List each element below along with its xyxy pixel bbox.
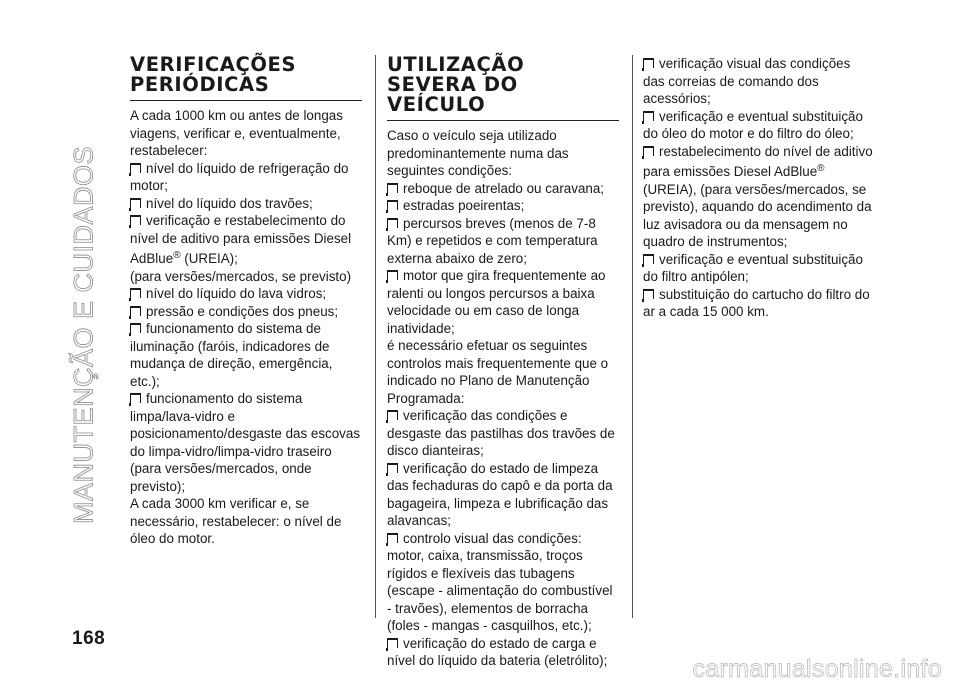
list-item: controlo visual das condições: motor, caixa, transmissão, troços rígidos e flexíveis das tubagens (escape - alimentação do combustível - travões), elementos de borracha (foles - mangas - casquilhos, etc.);	[387, 530, 613, 633]
bullet-icon	[387, 270, 398, 280]
list-item: nível do líquido dos travões;	[130, 195, 362, 213]
column-severe-use	[387, 55, 619, 670]
bullet-icon	[130, 306, 141, 316]
bullet-icon	[387, 463, 398, 473]
page-number: 168	[72, 628, 106, 649]
periodic-outro: A cada 3000 km verificar e, se necessário, restabelecer: o nível de óleo do motor.	[130, 496, 342, 546]
bullet-icon	[643, 146, 654, 156]
severe-condition-list	[387, 180, 619, 338]
list-item: verificação e eventual substituição do óleo do motor e do filtro do óleo;	[643, 108, 863, 141]
list-item: funcionamento do sistema limpa/lava-vidro e posicionamento/desgaste das escovas do limpa-vidro/limpa-vidro traseiro (para versões/mercados, onde previsto);	[130, 391, 361, 494]
list-item: verificação das condições e desgaste das pastilhas dos travões de disco dianteiras;	[387, 408, 615, 458]
section-side-label: MANUTENÇÃO E CUIDADOS	[68, 145, 99, 525]
adblue-note: (para versões/mercados, se previsto)	[130, 268, 352, 284]
bullet-icon	[130, 163, 141, 173]
column-severe-use-continued	[643, 55, 875, 321]
periodic-check-list-continued	[130, 285, 362, 495]
bullet-icon	[130, 288, 141, 298]
list-item: funcionamento do sistema de iluminação (faróis, indicadores de mudança de direção, emergência, etc.);	[130, 321, 333, 389]
list-item: restabelecimento do nível de aditivo para emissões Diesel AdBlue®	[643, 143, 873, 179]
list-item: nível do líquido do lava vidros;	[130, 285, 362, 303]
registered-mark: ®	[173, 250, 181, 261]
list-item: nível do líquido de refrigeração do motor;	[130, 160, 349, 193]
column-periodic-checks	[130, 55, 362, 548]
column-divider-2	[632, 55, 633, 618]
bullet-icon	[387, 533, 398, 543]
list-item: verificação do estado de carga e nível do líquido da bateria (eletrólito);	[387, 635, 608, 668]
periodic-intro: A cada 1000 km ou antes de longas viagens, verificar e, eventualmente, restabelecer:	[130, 108, 343, 158]
bullet-icon	[130, 215, 141, 225]
list-item: motor que gira frequentemente ao ralenti ou longos percursos a baixa velocidade ou em caso de longa inatividade;	[387, 268, 606, 336]
list-item: verificação e restabelecimento do nível de aditivo para emissões Diesel AdBlue® (UREIA);	[130, 213, 352, 266]
severe-middle: é necessário efetuar os seguintes controlos mais frequentemente que o indicado no Plano de Manutenção Programada:	[387, 338, 609, 406]
bullet-icon	[387, 638, 398, 648]
list-item: pressão e condições dos pneus;	[130, 303, 362, 321]
bullet-icon	[643, 111, 654, 121]
bullet-icon	[387, 218, 398, 228]
list-item: substituição do cartucho do filtro do ar a cada 15 000 km.	[643, 286, 870, 319]
severe-intro: Caso o veículo seja utilizado predominantemente numa das seguintes condições:	[387, 128, 569, 178]
column-divider-1	[375, 55, 376, 618]
list-item: verificação visual das condições das correias de comando dos acessórios;	[643, 56, 851, 106]
bullet-icon	[643, 58, 654, 68]
bullet-icon	[387, 183, 398, 193]
bullet-icon	[130, 323, 141, 333]
bullet-icon	[387, 200, 398, 210]
bullet-icon	[643, 254, 654, 264]
bullet-icon	[130, 393, 141, 403]
list-item: estradas poeirentas;	[387, 197, 619, 215]
registered-mark: ®	[817, 163, 825, 174]
heading-periodic-checks: VERIFICAÇÕES PERIÓDICAS	[130, 55, 362, 101]
watermark: carmanualsonline.info	[692, 655, 942, 683]
bullet-icon	[130, 198, 141, 208]
periodic-check-list	[130, 160, 362, 268]
adblue-continuation: (UREIA), (para versões/mercados, se previsto), aquando do acendimento da luz avisadora ou da mensagem no quadro de instrumentos;	[643, 181, 872, 249]
severe-check-list-continued	[643, 55, 875, 181]
bullet-icon	[643, 289, 654, 299]
heading-severe-use: UTILIZAÇÃO SEVERA DO VEÍCULO	[387, 55, 619, 121]
severe-check-list-end	[643, 251, 875, 321]
severe-check-list	[387, 407, 619, 670]
list-item: reboque de atrelado ou caravana;	[387, 180, 619, 198]
bullet-icon	[387, 410, 398, 420]
list-item: percursos breves (menos de 7-8 Km) e repetidos e com temperatura externa abaixo de zero;	[387, 215, 598, 266]
list-item: verificação e eventual substituição do filtro antipólen;	[643, 251, 863, 284]
list-item: verificação do estado de limpeza das fechaduras do capô e da porta da bagageira, limpeza e lubrificação das alavancas;	[387, 460, 613, 528]
